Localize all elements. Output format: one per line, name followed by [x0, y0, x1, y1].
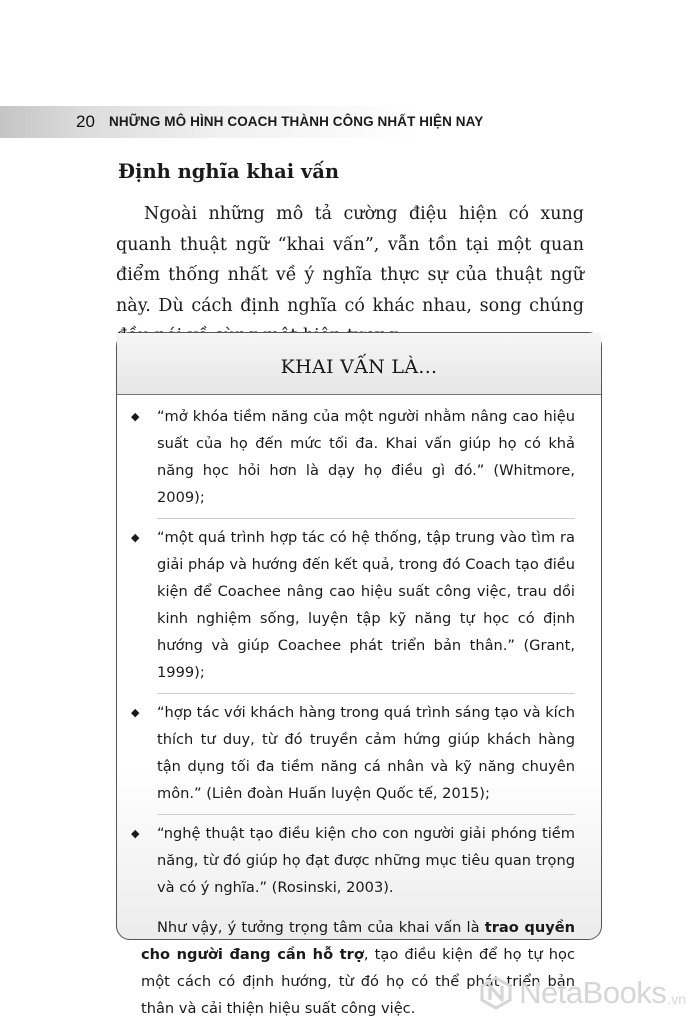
- netabooks-logo-icon: [479, 976, 513, 1010]
- quote-text: “mở khóa tiềm năng của một người nhằm nâng cao hiệu suất của họ đến mức tối đa. Khai vấn giúp họ có khả năng học hỏi hơn là dạy họ điều gì đó.” (Whitmore, 2009);: [157, 408, 575, 506]
- quote-text: “một quá trình hợp tác có hệ thống, tập trung vào tìm ra giải pháp và hướng đến kết quả, trong đó Coach tạo điều kiện để Coachee nâng cao hiệu suất công việc, trau dồi kinh nghiệm sống, luyện tập kỹ năng tự học có định hướng và giúp Coachee phát triển bản thân.” (Grant, 1999);: [157, 529, 575, 681]
- page-number: 20: [76, 112, 95, 131]
- conclusion-after: , tạo điều kiện để họ tự học một cách có định hướng, từ đó họ có thể phát triển bản thân và cải thiện hiệu suất công việc.: [141, 946, 575, 1017]
- conclusion-before: Như vậy, ý tưởng trọng tâm của khai vấn là: [157, 919, 485, 936]
- box-title-bar: [117, 333, 601, 395]
- box-title: KHAI VẤN LÀ...: [280, 355, 438, 378]
- list-item: [131, 699, 575, 815]
- diamond-bullet-icon: ◆: [131, 827, 140, 840]
- diamond-bullet-icon: ◆: [131, 531, 140, 544]
- diamond-bullet-icon: ◆: [131, 706, 140, 719]
- quote-list: [117, 395, 601, 908]
- list-item: [131, 820, 575, 908]
- list-item: [131, 403, 575, 519]
- intro-paragraph: [116, 199, 584, 352]
- intro-text: Ngoài những mô tả cường điệu hiện có xung quanh thuật ngữ “khai vấn”, vẫn tồn tại một quan điểm thống nhất về ý nghĩa thực sự của thuật ngữ này. Dù cách định nghĩa có khác nhau, song chúng: [116, 204, 584, 316]
- running-title: NHỮNG MÔ HÌNH COACH THÀNH CÔNG NHẤT HIỆN NAY: [109, 114, 484, 129]
- quote-text: “hợp tác với khách hàng trong quá trình sáng tạo và kích thích tư duy, từ đó truyền cảm hứng giúp khách hàng tận dụng tối đa tiềm năng cá nhân và kỹ năng chuyên môn.” (Liên đoàn Huấn luyện Quốc tế, 2015);: [157, 704, 575, 802]
- list-item: [131, 524, 575, 694]
- diamond-bullet-icon: ◆: [131, 410, 140, 423]
- section-heading: Định nghĩa khai vấn: [118, 160, 340, 183]
- conclusion-bold: trao quyền cho người đang cần hỗ trợ: [141, 919, 576, 963]
- quote-text: “nghệ thuật tạo điều kiện cho con người giải phóng tiềm năng, từ đó giúp họ đạt được những mục tiêu quan trọng và có ý nghĩa.” (Rosinski, 2003).: [157, 825, 575, 896]
- watermark-brand: NetaBooks: [519, 975, 667, 1010]
- watermark: [479, 975, 686, 1011]
- watermark-suffix: .vn: [667, 991, 686, 1007]
